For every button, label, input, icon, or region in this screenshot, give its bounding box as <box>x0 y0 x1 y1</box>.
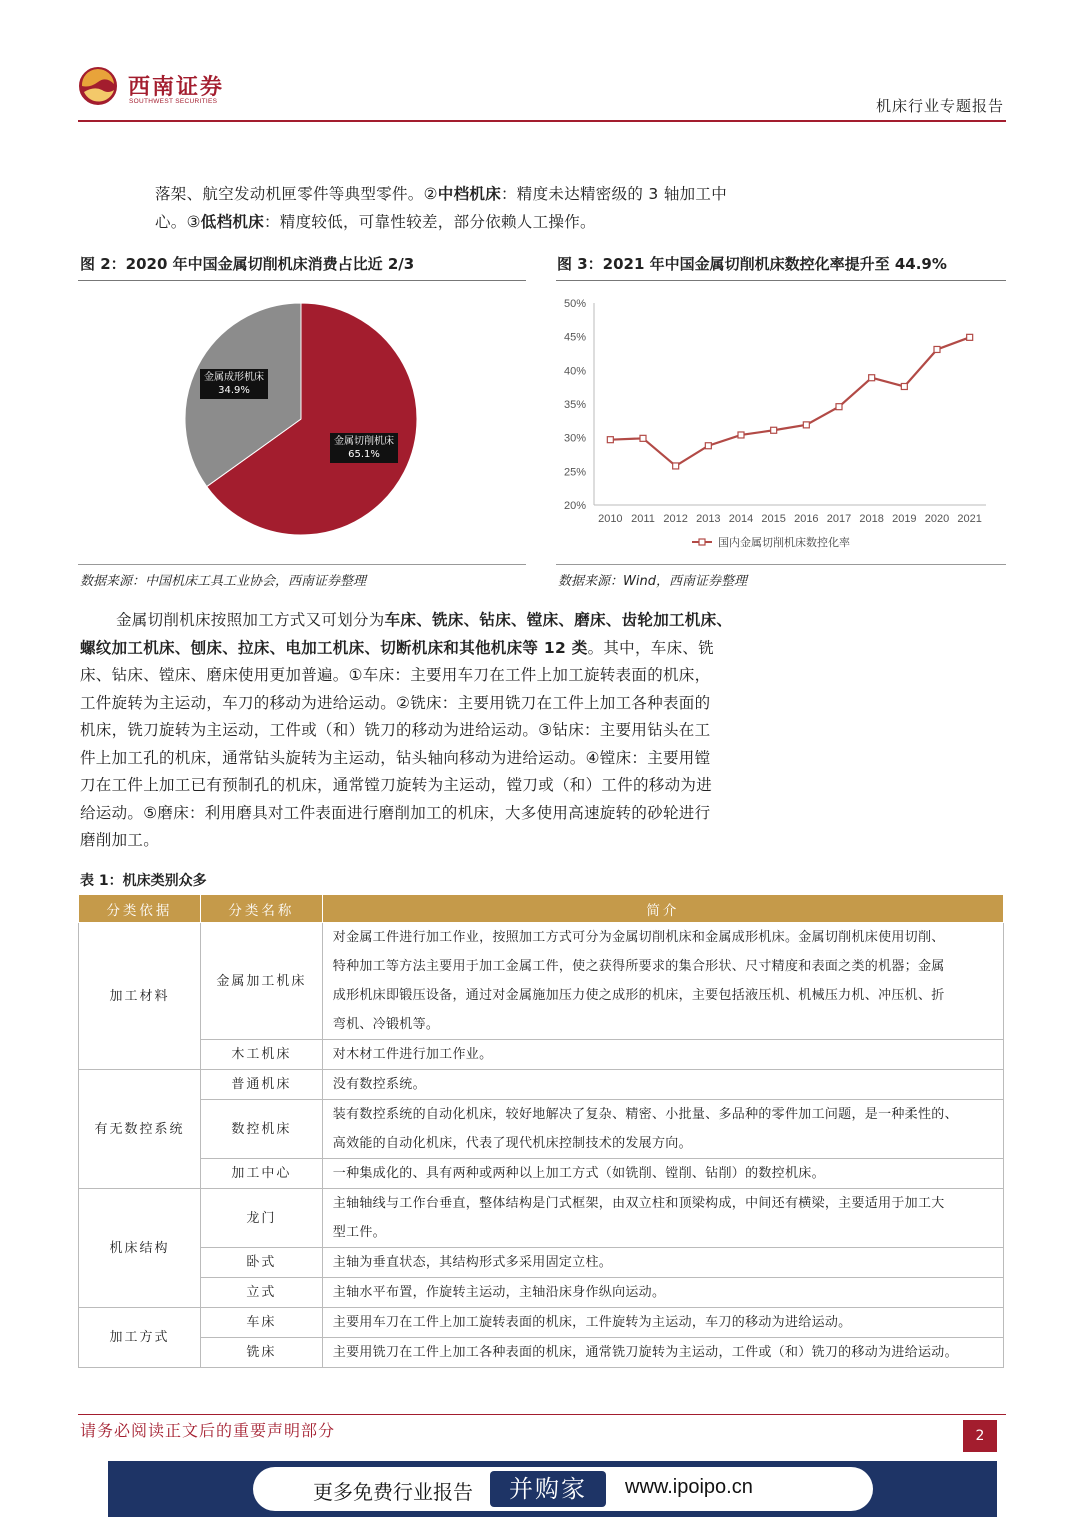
cell-desc <box>322 1070 1003 1100</box>
x-tick-label: 2010 <box>598 513 623 525</box>
body-line: 给运动。⑤磨床：利用磨具对工件表面进行磨削加工的机床，大多使用高速旋转的砂轮进行 <box>80 803 711 822</box>
body-line: 磨削加工。 <box>80 831 160 849</box>
pie-label-cutting <box>330 433 398 463</box>
cell-name: 立式 <box>200 1278 322 1308</box>
page-header <box>78 62 1006 122</box>
x-tick-label: 2019 <box>892 513 917 525</box>
header-basis: 分类依据 <box>79 895 201 923</box>
y-tick-label: 25% <box>563 466 586 479</box>
table-row <box>79 1040 1004 1070</box>
data-point <box>967 334 973 340</box>
body-line: 刀在工件上加工已有预制孔的机床，通常镗刀旋转为主运动，镗刀或（和）工件的移动为进 <box>80 776 713 794</box>
banner-url[interactable]: www.ipoipo.cn <box>625 1476 753 1498</box>
header-name: 分类名称 <box>200 895 322 923</box>
fig2-rule-bottom <box>78 564 526 565</box>
data-point <box>673 463 679 469</box>
data-point <box>705 443 711 449</box>
desc-line: 特种加工等方法主要用于加工金属工件，使之获得所要求的集合形状、尺寸精度和表面之类的机器；金属 <box>332 959 945 974</box>
data-point <box>771 427 777 433</box>
y-tick-label: 40% <box>563 365 586 378</box>
intro-text: ：精度未达精密级的 3 轴加工中 <box>501 185 728 203</box>
footer-notice: 请务必阅读正文后的重要声明部分 <box>80 1421 336 1440</box>
cell-basis: 机床结构 <box>79 1189 201 1308</box>
cell-desc <box>322 1248 1003 1278</box>
logo-text-cn: 西南证券 <box>128 74 225 100</box>
cell-name: 加工中心 <box>200 1159 322 1189</box>
y-tick-label: 45% <box>563 331 586 344</box>
data-point <box>869 375 875 381</box>
desc-line: 对木材工件进行加工作业。 <box>332 1047 493 1062</box>
intro-text: 心。③ <box>155 212 201 231</box>
cell-desc <box>322 1338 1003 1368</box>
logo <box>78 62 238 112</box>
y-tick-label: 20% <box>563 500 586 512</box>
promo-banner[interactable] <box>108 1461 997 1517</box>
cell-name: 金属加工机床 <box>200 923 322 1040</box>
table-row <box>79 1189 1004 1248</box>
data-point <box>738 432 744 438</box>
cell-name: 普通机床 <box>200 1070 322 1100</box>
pie-chart <box>78 282 526 562</box>
cell-desc <box>322 1159 1003 1189</box>
desc-line: 弯机、冷锻机等。 <box>332 1017 440 1032</box>
x-tick-label: 2015 <box>761 513 786 525</box>
cell-desc <box>322 1278 1003 1308</box>
body-text: 。其中，车床、铣 <box>587 638 714 657</box>
pie-label-cutting-name: 金属切削机床 <box>334 436 394 447</box>
legend-label: 国内金属切削机床数控化率 <box>718 536 850 549</box>
footer-rule <box>78 1414 1006 1415</box>
cell-desc <box>322 1308 1003 1338</box>
banner-badge: 并购家 <box>490 1471 606 1507</box>
machine-tool-table <box>78 894 1004 1368</box>
cell-name: 数控机床 <box>200 1100 322 1159</box>
cell-name: 铣床 <box>200 1338 322 1368</box>
cell-desc <box>322 1100 1003 1159</box>
page-number: 2 <box>963 1420 997 1452</box>
fig2-source: 数据来源：中国机床工具工业协会，西南证券整理 <box>80 574 367 589</box>
logo-icon <box>78 66 118 106</box>
table-header-row <box>79 895 1004 923</box>
intro-bold: 中档机床 <box>437 185 501 203</box>
intro-text: ：精度较低，可靠性较差，部分依赖人工操作。 <box>264 212 596 231</box>
x-tick-label: 2011 <box>631 513 655 525</box>
body-bold: 螺纹加工机床、刨床、拉床、电加工机床、切断机床和其他机床等 12 类 <box>80 638 588 657</box>
x-tick-label: 2021 <box>957 513 982 525</box>
banner-pill <box>253 1467 873 1511</box>
data-point <box>901 383 907 389</box>
table-row <box>79 1070 1004 1100</box>
cell-basis: 加工方式 <box>79 1308 201 1368</box>
data-point <box>836 404 842 410</box>
cell-name: 龙门 <box>200 1189 322 1248</box>
body-line: 机床，铣刀旋转为主运动，工件或（和）铣刀的移动为进给运动。③钻床：主要用钻头在工 <box>80 721 711 739</box>
desc-line: 型工件。 <box>332 1225 386 1240</box>
intro-text: 落架、航空发动机匣零件等典型零件。② <box>155 185 438 203</box>
table-row <box>79 1308 1004 1338</box>
table-title: 表 1：机床类别众多 <box>80 873 207 889</box>
table-row <box>79 1248 1004 1278</box>
data-point <box>934 346 940 352</box>
fig2-pie-area <box>78 282 526 562</box>
x-tick-label: 2017 <box>826 513 852 525</box>
data-point <box>803 422 809 428</box>
table-row <box>79 923 1004 1040</box>
desc-line: 没有数控系统。 <box>332 1077 426 1092</box>
body-text: 金属切削机床按照加工方式又可划分为 <box>116 611 385 629</box>
intro-bold: 低档机床 <box>200 212 264 231</box>
data-point <box>640 435 646 441</box>
fig3-rule-bottom <box>556 564 1006 565</box>
x-tick-label: 2018 <box>859 513 884 525</box>
table-row <box>79 1338 1004 1368</box>
pie-label-forming-name: 金属成形机床 <box>204 372 264 383</box>
body-bold: 车床、铣床、钻床、镗床、磨床、齿轮加工机床、 <box>384 611 733 629</box>
pie-label-forming-value: 34.9% <box>218 385 250 396</box>
desc-line: 高效能的自动化机床，代表了现代机床控制技术的发展方向。 <box>332 1136 692 1151</box>
body-line: 件上加工孔的机床，通常钻头旋转为主运动，钻头轴向移动为进给运动。④镗床：主要用镗 <box>80 748 711 767</box>
cell-desc <box>322 1189 1003 1248</box>
legend-marker <box>699 539 705 545</box>
x-tick-label: 2016 <box>794 513 819 525</box>
table-row <box>79 1100 1004 1159</box>
y-tick-label: 50% <box>563 298 586 310</box>
pie-label-forming <box>200 369 268 399</box>
report-type: 机床行业专题报告 <box>875 97 1004 115</box>
series-line <box>610 337 969 466</box>
body-line: 床、钻床、镗床、磨床使用更加普遍。①车床：主要用车刀在工件上加工旋转表面的机床， <box>80 666 711 684</box>
pie-label-cutting-value: 65.1% <box>348 449 380 460</box>
table-row <box>79 1278 1004 1308</box>
body-paragraph <box>80 607 810 855</box>
cell-desc <box>322 923 1003 1040</box>
body-line: 工件旋转为主运动，车刀的移动为进给运动。②铣床：主要用铣刀在工件上加工各种表面的 <box>80 693 711 712</box>
intro-paragraph <box>155 181 815 236</box>
desc-line: 一种集成化的、具有两种或两种以上加工方式（如铣削、镗削、钻削）的数控机床。 <box>332 1166 825 1181</box>
logo-text-en: SOUTHWEST SECURITIES <box>129 98 218 105</box>
x-tick-label: 2012 <box>663 513 688 525</box>
cell-basis: 加工材料 <box>79 923 201 1070</box>
cell-name: 车床 <box>200 1308 322 1338</box>
table-row <box>79 1159 1004 1189</box>
x-tick-label: 2013 <box>696 513 721 525</box>
fig3-title: 图 3：2021 年中国金属切削机床数控化率提升至 44.9% <box>557 255 947 273</box>
desc-line: 成形机床即锻压设备，通过对金属施加压力使之成形的机床，主要包括液压机、机械压力机、冲压机、折 <box>332 988 945 1003</box>
cell-desc <box>322 1040 1003 1070</box>
fig2-rule-top <box>78 280 526 281</box>
data-point <box>607 437 613 443</box>
cell-name: 木工机床 <box>200 1040 322 1070</box>
fig2-title: 图 2：2020 年中国金属切削机床消费占比近 2/3 <box>80 255 415 273</box>
cell-basis: 有无数控系统 <box>79 1070 201 1189</box>
fig3-source: 数据来源：Wind，西南证券整理 <box>558 574 747 589</box>
fig3-line-area <box>556 282 1006 562</box>
fig3-rule-top <box>556 280 1006 281</box>
line-chart <box>556 282 1006 562</box>
desc-line: 主要用车刀在工件上加工旋转表面的机床，工件旋转为主运动，车刀的移动为进给运动。 <box>332 1315 852 1330</box>
desc-line: 主轴轴线与工作台垂直，整体结构是门式框架，由双立柱和顶梁构成，中间还有横梁，主要适用于加工大 <box>332 1196 945 1211</box>
x-tick-label: 2014 <box>728 513 754 525</box>
header-desc: 简介 <box>322 895 1003 923</box>
desc-line: 主要用铣刀在工件上加工各种表面的机床，通常铣刀旋转为主运动，工件或（和）铣刀的移动为进给运动。 <box>332 1345 958 1360</box>
desc-line: 主轴水平布置，作旋转主运动，主轴沿床身作纵向运动。 <box>332 1285 666 1300</box>
desc-line: 装有数控系统的自动化机床，较好地解决了复杂、精密、小批量、多品种的零件加工问题，是一种柔性的、 <box>332 1107 958 1122</box>
y-tick-label: 30% <box>563 432 586 445</box>
banner-text: 更多免费行业报告 <box>313 1480 473 1504</box>
cell-name: 卧式 <box>200 1248 322 1278</box>
desc-line: 对金属工件进行加工作业，按照加工方式可分为金属切削机床和金属成形机床。金属切削机床使用切削、 <box>332 930 945 945</box>
desc-line: 主轴为垂直状态，其结构形式多采用固定立柱。 <box>332 1255 613 1270</box>
x-tick-label: 2020 <box>924 513 950 525</box>
y-tick-label: 35% <box>563 399 586 411</box>
